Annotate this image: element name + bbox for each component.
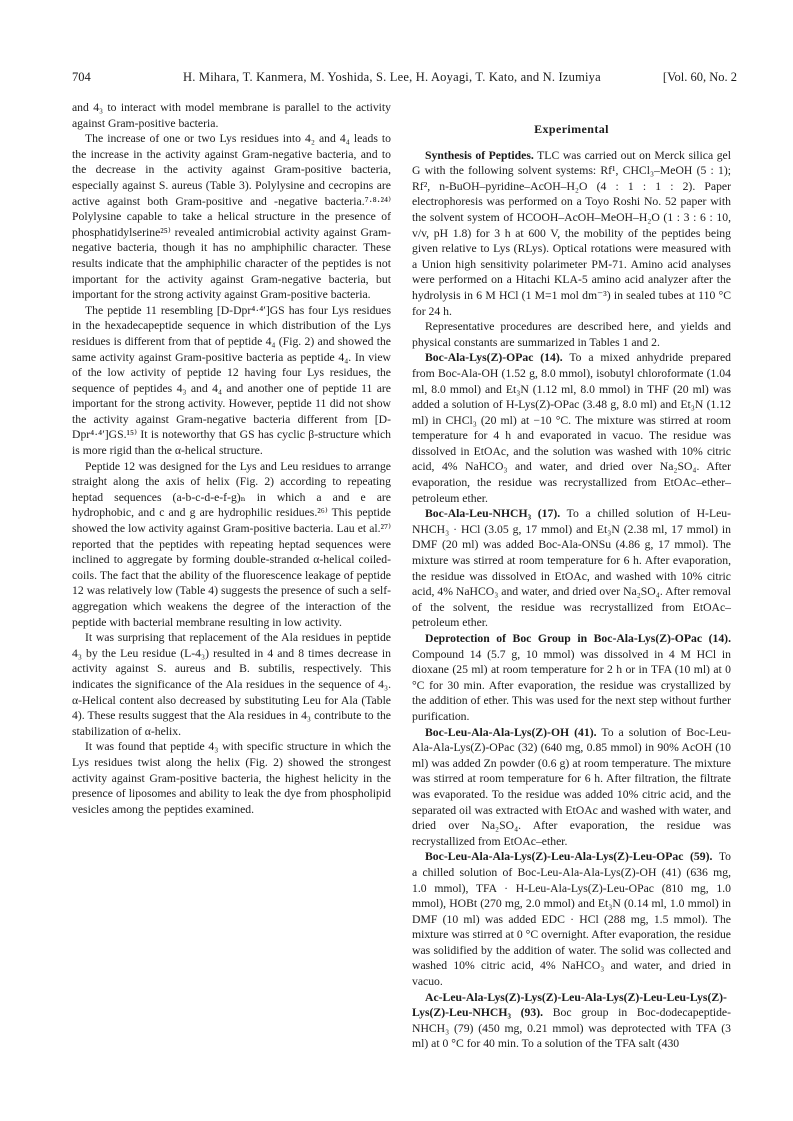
paragraph-heading: Ac-Leu-Ala-Lys(Z)-Lys(Z)-Leu-Ala-Lys(Z)-Leu-Leu-Lys(Z)-Lys(Z)-Leu-NHCH₃ (93). xyxy=(412,990,727,1020)
right-column xyxy=(412,100,731,1052)
paragraph-body: Boc group in Boc-dodecapeptide-NHCH₃ (79) (450 mg, 0.21 mmol) was deprotected with TFA (3 ml) at 0 °C for 40 min. To a solution of the TFA salt (430 xyxy=(412,1006,731,1051)
paragraph-body: To a solution of Boc-Leu-Ala-Ala-Lys(Z)-OPac (32) (640 mg, 0.85 mmol) in 90% AcOH (10 ml) was added Zn powder (0.6 g) at room temperature. The mixture was stirred at room temperature for 6 h. After filtration, the filtrate was evaporated. To the residue was added 10% citric acid, and the separated oil was extracted with EtOAc and washed with water, and dried over Na₂SO₄. After evaporation, the residue was recrystallized from EtOAc–ether. xyxy=(412,725,731,848)
paragraph: It was found that peptide 4₃ with specific structure in which the Lys residues twist along the helix (Fig. 2) showed the strongest activity against Gram-positive bacteria, the highest helicity in the presence of liposomes and ability to leak the dye from phospholipid vesicles among the peptides examined. xyxy=(72,740,391,816)
paragraph-body: To a chilled solution of Boc-Leu-Ala-Ala-Lys(Z)-OH (41) (636 mg, 1.0 mmol), TFA · H-Leu-Ala-Lys(Z)-Leu-OPac (810 mg, 1.0 mmol), HOBt (270 mg, 2.0 mmol) and Et₃N (0.14 ml, 1.0 mmol) in DMF (10 ml) was added EDC · HCl (288 mg, 1.5 mmol). The mixture was stirred at 0 °C overnight. After evaporation, the residue was solidified by the addition of water. The solid was collected and washed 10% citric acid, 4% NaHCO₃ and water, and dried in vacuo. xyxy=(412,850,731,989)
paragraph-body: Compound 14 (5.7 g, 10 mmol) was dissolved in 4 M HCl in dioxane (25 ml) at room temperature for 2 h or in TFA (10 ml) at 0 °C for 30 min. After evaporation, the residue was crystallized by the addition of ether. This was used for the next step without further purification. xyxy=(412,647,731,723)
paragraph-heading: Synthesis of Peptides. xyxy=(425,148,534,162)
paragraph-body: To a mixed anhydride prepared from Boc-Ala-OH (1.52 g, 8.0 mmol), isobutyl chloroformate (1.04 ml, 8.0 mmol) and Et₃N (1.12 ml, 8.0 mmol) in THF (20 ml) was added a solution of H-Lys(Z)-OPac (3.48 g, 8.0 ml) and Et₃N (1.12 ml) in CHCl₃ (20 ml) at −10 °C. The mixture was stirred at room temperature for 4 h and evaporated in vacuo. The residue was dissolved in EtOAc, and the solution was washed with 10% citric acid, 4% NaHCO₃ and water, and dried over Na₂SO₄. After evaporation, the residue was recrystallized from EtOAc–ether–petroleum ether. xyxy=(412,351,731,505)
paragraph: Representative procedures are described here, and yields and physical constants are summarized in Tables 1 and 2. xyxy=(412,320,731,349)
paragraph: The increase of one or two Lys residues into 4₂ and 4₄ leads to the increase in the activity against Gram-negative bacteria, and to the decrease in the activity against Gram-positive bacteria, especially against S. aureus (Table 3). Polylysine and cecropins are active against both Gram-positive and -negative bacteria.⁷·⁸·²⁴⁾ Polylysine capable to take a helical structure in the presence of phosphatidylserine²⁵⁾ revealed antimicrobial activity against Gram-negative bacteria, though it has no amphiphilic character. These results indicate that the amphiphilic character of the peptides is not important for the activity against Gram-negative bacteria, but important for the strong activity against Gram-positive bacteria. xyxy=(72,132,391,302)
paragraph-heading: Boc-Leu-Ala-Ala-Lys(Z)-OH (41). xyxy=(425,725,597,739)
running-head-authors: H. Mihara, T. Kanmera, M. Yoshida, S. Lee, H. Aoyagi, T. Kato, and N. Izumiya xyxy=(183,70,601,84)
paragraph xyxy=(412,350,731,506)
paragraph xyxy=(412,506,731,631)
paragraph-heading: Deprotection of Boc Group in Boc-Ala-Lys(Z)-OPac (14). xyxy=(425,632,731,645)
paragraph xyxy=(412,631,731,725)
paragraph xyxy=(412,990,731,1052)
volume-info: [Vol. 60, No. 2 xyxy=(662,70,737,84)
paragraph xyxy=(412,148,731,320)
paragraph-heading: Boc-Ala-Lys(Z)-OPac (14). xyxy=(425,351,563,365)
paragraph: and 4₃ to interact with model membrane is parallel to the activity against Gram-positive bacteria. xyxy=(72,101,391,130)
paragraph: It was surprising that replacement of the Ala residues in peptide 4₃ by the Leu residue (L-4₃) resulted in 4 and 8 times decrease in activity against S. aureus and B. subtilis, respectively. This indicates the significance of the Ala residues in the sequence of 4₃. α-Helical content also decreased by substituting Leu for Ala (Table 4). These results suggest that the Ala residues in 4₃ contribute to the stabilization of α-helix. xyxy=(72,631,391,738)
page-number: 704 xyxy=(72,70,91,84)
paragraph-heading: Boc-Ala-Leu-NHCH₃ (17). xyxy=(425,507,561,521)
paragraph: The peptide 11 resembling [D-Dpr⁴·⁴′]GS has four Lys residues in the hexadecapeptide sequence in which distribution of the Lys residues is different from that of peptide 4₄ (Fig. 2) and showed the same activity against Gram-positive bacteria as peptide 4₄. In view of the low activity of peptide 12 having four Lys residues, the sequence of peptides 4₃ and 4₄ and another one of peptide 11 are important for the strong activity. However, peptide 11 did not show the activity against Gram-negative bacteria different from [D-Dpr⁴·⁴′]GS.¹⁵⁾ It is noteworthy that GS has cyclic β-structure which is more rigid than the α-helical structure. xyxy=(72,303,391,458)
paragraph-body: To a chilled solution of H-Leu-NHCH₃ · HCl (3.05 g, 17 mmol) and Et₃N (2.38 ml, 17 mmol) in DMF (20 ml) was added Boc-Ala-ONSu (4.86 g, 17 mmol). The mixture was stirred at room temperature for 6 h. After evaporation, the residue was dissolved in EtOAc, and washed with 10% citric acid, 4% NaHCO₃ and water, and dried over Na₂SO₄. After removal of the solvent, the residue was recrystallized from EtOAc–petroleum ether. xyxy=(412,507,732,630)
page-header xyxy=(72,70,737,90)
paragraph xyxy=(412,725,731,850)
left-column xyxy=(72,100,391,817)
paragraph-heading: Boc-Leu-Ala-Ala-Lys(Z)-Leu-Ala-Lys(Z)-Leu-OPac (59). xyxy=(425,850,713,864)
paragraph-body: TLC was carried out on Merck silica gel G with the following solvent systems: Rf¹, CHCl₃–MeOH (5 : 1); Rf², n-BuOH–pyridine–AcOH–H₂O (4 : 1 : 1 : 2). Paper electrophoresis was performed on a Toyo Roshi No. 52 paper with the solvent system of HCOOH–AcOH–MeOH–H₂O (1 : 3 : 6 : 10, v/v, pH 1.8) for 3 h at 600 V, the mobility of the peptides being given relative to Lys (RLys). Optical rotations were measured with a Union high sensitivity polarimeter PM-71. Amino acid analyses were performed on a Hitachi KLA-5 amino acid analyzer after the hydrolysis in 6 M HCl (1 M=1 mol dm⁻³) in sealed tubes at 110 °C for 24 h. xyxy=(412,148,731,318)
paragraph xyxy=(412,849,731,989)
paragraph: Peptide 12 was designed for the Lys and Leu residues to arrange straight along the axis of helix (Fig. 2) according to repeating heptad sequences (a-b-c-d-e-f-g)ₙ in which a and e are hydrophobic, and c and g are hydrophilic residues.²⁶⁾ This peptide showed the low activity against Gram-positive bacteria. Lau et al.²⁷⁾ reported that the peptides with repeating heptad sequences were inclined to aggregate by forming double-stranded α-helical coiled-coils. The fact that the ability of the fluorescence leakage of peptide 12 was relatively low (Table 4) suggests the presence of such a self-aggregation which weakens the degree of the interaction of the peptide with bacterial membrane resulting in low activity. xyxy=(72,459,391,629)
section-title: Experimental xyxy=(534,122,609,136)
